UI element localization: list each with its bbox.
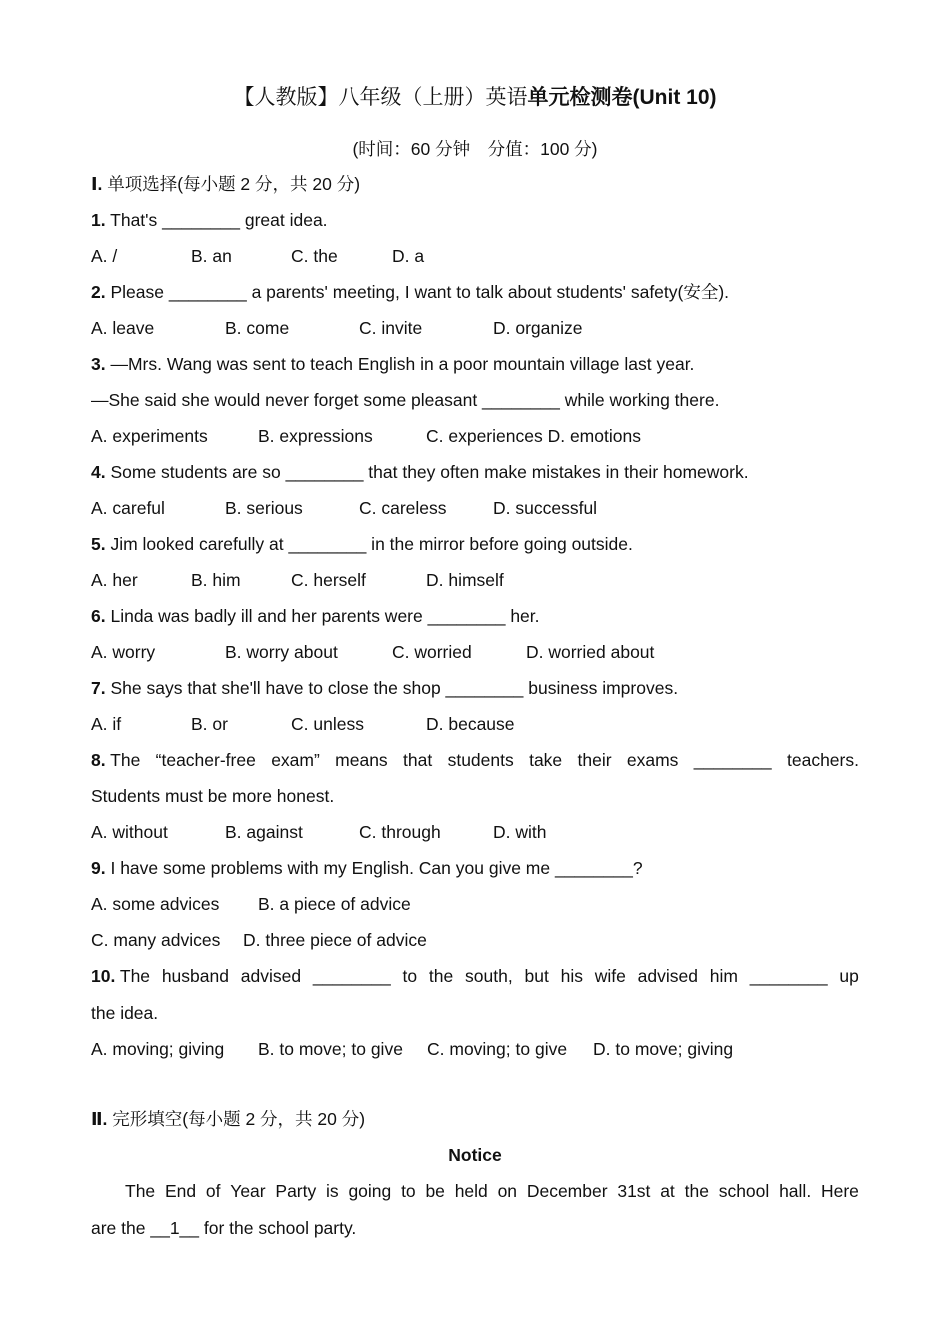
question-3-stem <box>91 352 694 376</box>
word: Year <box>230 1181 266 1201</box>
question-2-option-a: A. leave <box>91 318 155 338</box>
page-title <box>0 84 950 112</box>
question-8-word <box>91 748 140 772</box>
title-part2: 单元检测卷(Unit 10) <box>527 86 717 109</box>
word: husband <box>161 966 229 986</box>
word: teachers. <box>787 750 859 770</box>
word: to <box>402 966 418 986</box>
question-7-option-c: C. unless <box>291 714 364 734</box>
word: advised <box>637 966 698 986</box>
word: going <box>348 1181 392 1201</box>
answer-blank: ________ <box>312 966 391 986</box>
word: on <box>497 1181 518 1201</box>
cloze-blank-1: __1__ <box>150 1218 200 1238</box>
word: exams <box>626 750 679 770</box>
question-text: —Mrs. Wang was sent to teach English in a poor mountain village last year. <box>105 354 695 374</box>
word: Party <box>275 1181 317 1201</box>
section-1-roman: Ⅰ. <box>91 174 103 194</box>
question-8-option-c: C. through <box>359 822 441 842</box>
word: The <box>119 966 151 986</box>
word: of <box>205 1181 221 1201</box>
question-number: 5. <box>91 534 106 554</box>
question-text: I have some problems with my English. Can you give me ________? <box>105 858 643 878</box>
question-1-option-c: C. the <box>291 246 338 266</box>
section-1-heading <box>91 172 360 196</box>
word: End <box>164 1181 197 1201</box>
question-1-option-d: D. a <box>392 246 425 266</box>
question-3-option-cd: C. experiences D. emotions <box>426 426 641 446</box>
page-subtitle: (时间：60 分钟 分值：100 分) <box>352 139 598 159</box>
word: south, <box>465 966 513 986</box>
word: their <box>577 750 612 770</box>
question-number: 3. <box>91 354 106 374</box>
section-2-title: 完形填空(每小题 2 分，共 20 分) <box>107 1109 366 1129</box>
word: advised <box>240 966 302 986</box>
question-4-stem <box>91 460 749 484</box>
question-4-option-d: D. successful <box>493 498 598 518</box>
question-10-option-c: C. moving; to give <box>427 1039 568 1059</box>
section-2-roman: Ⅱ. <box>91 1109 108 1129</box>
question-number: 9. <box>91 858 106 878</box>
word: exam” <box>271 750 320 770</box>
question-9-stem <box>91 856 643 880</box>
question-3-stem-line2: —She said she would never forget some pleasant ________ while working there. <box>91 390 720 410</box>
word: the <box>428 966 454 986</box>
question-9-option-c: C. many advices <box>91 930 221 950</box>
question-8-option-d: D. with <box>493 822 547 842</box>
question-6-option-c: C. worried <box>392 642 472 662</box>
question-text: That's ________ great idea. <box>105 210 328 230</box>
word: “teacher-free <box>155 750 256 770</box>
question-7-option-b: B. or <box>191 714 228 734</box>
passage-heading: Notice <box>448 1145 502 1165</box>
question-7-option-d: D. because <box>426 714 515 734</box>
word: 31st <box>617 1181 651 1201</box>
passage-text: are the <box>91 1218 151 1238</box>
question-8-stem <box>91 748 859 772</box>
question-1-option-b: B. an <box>191 246 232 266</box>
passage-text: for the school party. <box>199 1218 357 1238</box>
question-6-option-d: D. worried about <box>526 642 655 662</box>
question-5-option-c: C. herself <box>291 570 366 590</box>
question-10-option-a: A. moving; giving <box>91 1039 225 1059</box>
question-3-option-a: A. experiments <box>91 426 208 446</box>
question-5-option-a: A. her <box>91 570 138 590</box>
question-10-option-d: D. to move; giving <box>593 1039 734 1059</box>
question-number: 10. <box>91 966 116 986</box>
question-1-stem <box>91 208 328 232</box>
word: The <box>110 750 141 770</box>
section-1-title: 单项选择(每小题 2 分，共 20 分) <box>102 174 361 194</box>
question-7-option-a: A. if <box>91 714 122 734</box>
word: the <box>684 1181 709 1201</box>
question-9-option-d: D. three piece of advice <box>243 930 427 950</box>
question-text: Linda was badly ill and her parents were ________ her. <box>105 606 540 626</box>
question-5-option-b: B. him <box>191 570 241 590</box>
question-5-option-d: D. himself <box>426 570 504 590</box>
question-2-option-b: B. come <box>225 318 290 338</box>
answer-blank: ________ <box>693 750 772 770</box>
question-text: She says that she'll have to close the shop ________ business improves. <box>105 678 679 698</box>
question-number: 7. <box>91 678 106 698</box>
word: wife <box>594 966 626 986</box>
question-10-stem-line2: the idea. <box>91 1003 159 1023</box>
answer-blank: ________ <box>749 966 828 986</box>
question-8-stem-line2: Students must be more honest. <box>91 786 335 806</box>
word: held <box>454 1181 488 1201</box>
question-4-option-a: A. careful <box>91 498 165 518</box>
word: take <box>529 750 563 770</box>
section-2-heading <box>91 1107 365 1131</box>
question-9-option-a: A. some advices <box>91 894 220 914</box>
question-2-option-c: C. invite <box>359 318 423 338</box>
question-6-stem <box>91 604 540 628</box>
question-text: Some students are so ________ that they often make mistakes in their homework. <box>105 462 749 482</box>
word: December <box>526 1181 608 1201</box>
word: that <box>403 750 433 770</box>
question-10-option-b: B. to move; to give <box>258 1039 403 1059</box>
word: at <box>660 1181 675 1201</box>
word: Here <box>820 1181 859 1201</box>
passage-line-2 <box>91 1216 356 1240</box>
question-5-stem <box>91 532 633 556</box>
word: students <box>447 750 514 770</box>
question-1-option-a: A. / <box>91 246 118 266</box>
word: means <box>335 750 388 770</box>
question-number: 1. <box>91 210 106 230</box>
question-9-option-b: B. a piece of advice <box>258 894 411 914</box>
question-number: 8. <box>91 750 106 770</box>
question-text: Please ________ a parents' meeting, I want to talk about students' safety(安全). <box>105 282 730 302</box>
title-part1: 【人教版】八年级（上册）英语 <box>233 86 528 109</box>
word: but <box>524 966 549 986</box>
word: him <box>709 966 738 986</box>
word: school <box>718 1181 770 1201</box>
question-2-option-d: D. organize <box>493 318 583 338</box>
word: is <box>326 1181 339 1201</box>
word: The <box>125 1181 156 1201</box>
word: to <box>401 1181 416 1201</box>
question-number: 2. <box>91 282 106 302</box>
question-4-option-c: C. careless <box>359 498 447 518</box>
question-8-option-a: A. without <box>91 822 168 842</box>
question-6-option-a: A. worry <box>91 642 156 662</box>
question-7-stem <box>91 676 678 700</box>
question-10-word <box>91 964 150 988</box>
word: his <box>560 966 583 986</box>
question-number: 6. <box>91 606 106 626</box>
word: be <box>425 1181 445 1201</box>
question-number: 4. <box>91 462 106 482</box>
question-text: Jim looked carefully at ________ in the mirror before going outside. <box>105 534 633 554</box>
question-10-stem <box>91 964 859 988</box>
question-8-option-b: B. against <box>225 822 303 842</box>
word: hall. <box>779 1181 812 1201</box>
question-6-option-b: B. worry about <box>225 642 338 662</box>
passage-line-1 <box>125 1179 859 1203</box>
question-2-stem <box>91 280 729 304</box>
question-3-option-b: B. expressions <box>258 426 373 446</box>
word: up <box>839 966 859 986</box>
question-4-option-b: B. serious <box>225 498 303 518</box>
